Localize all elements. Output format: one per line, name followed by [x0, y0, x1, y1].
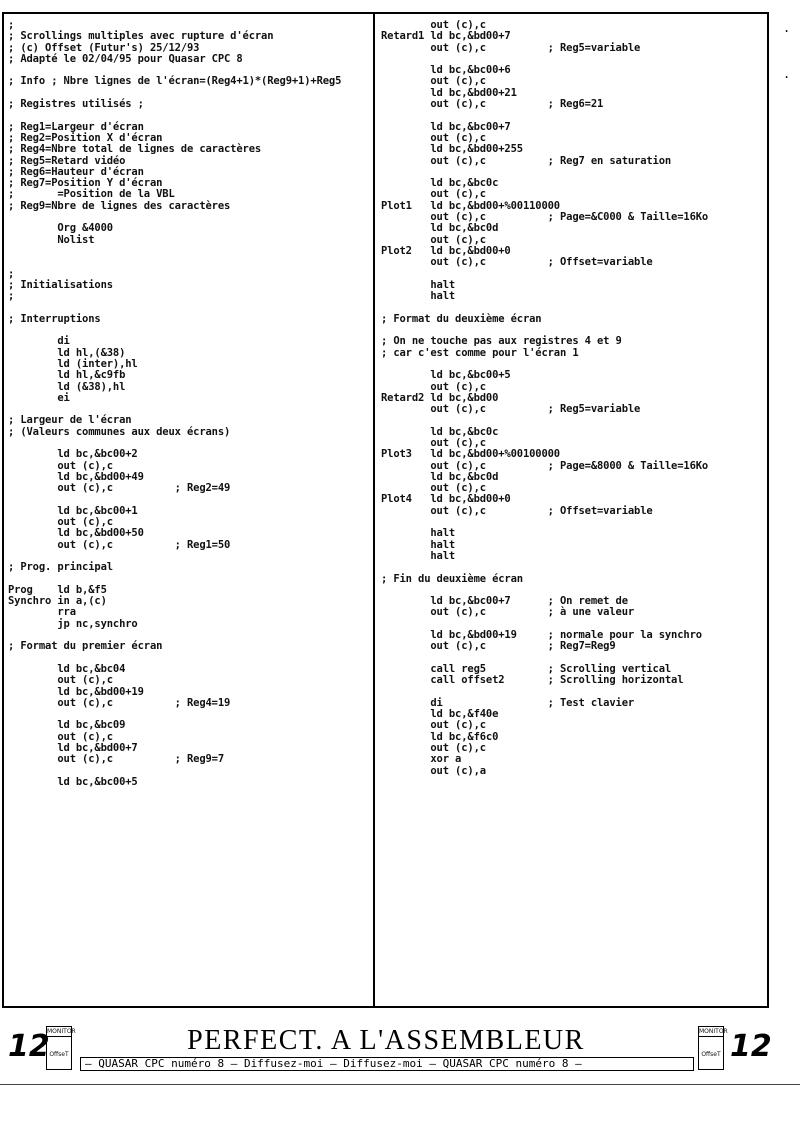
code-line: ; Fin du deuxième écran: [381, 572, 523, 585]
code-line: Synchro in a,(c): [8, 595, 107, 608]
badge-bottom-label: OffseT: [49, 1051, 69, 1058]
code-line: ; Reg7=Position Y d'écran: [8, 177, 163, 190]
code-line: Plot3 ld bc,&bd00+%00100000: [381, 448, 560, 461]
code-line: [8, 110, 368, 121]
code-line: out (c),c: [8, 516, 113, 529]
code-line: ld bc,&bd00+21: [381, 86, 517, 99]
page-number-left: 12: [8, 1029, 50, 1064]
margin-dot: .: [783, 67, 791, 81]
code-line: ld bc,&bc00+5: [381, 369, 511, 382]
code-line: out (c),c ; Reg4=19: [8, 696, 231, 709]
code-line: ld bc,&bc00+7 ; On remet de: [381, 595, 628, 608]
code-line: halt: [381, 278, 456, 291]
code-line: out (c),c ; Reg2=49: [8, 482, 231, 495]
code-line: ld bc,&bc04: [8, 662, 126, 675]
code-line: ld bc,&bc00+7: [381, 120, 511, 133]
section-title: PERFECT. A L'ASSEMBLEUR: [187, 1025, 585, 1056]
code-line: ; Reg9=Nbre de lignes des caractères: [8, 199, 231, 212]
code-line: out (c),c: [381, 131, 486, 144]
code-line: out (c),c ; Page=&8000 & Taille=16Ko: [381, 459, 709, 472]
code-line: out (c),c: [8, 459, 113, 472]
code-line: out (c),c: [381, 233, 486, 246]
code-line: ld bc,&bc00+6: [381, 64, 511, 77]
code-line: rra: [8, 606, 76, 619]
bottom-rule: [0, 1084, 800, 1085]
code-line: out (c),c: [381, 380, 486, 393]
code-line: [8, 257, 368, 268]
code-line: out (c),c: [381, 436, 486, 449]
code-line: [381, 110, 763, 121]
code-line: Retard2 ld bc,&bd00: [381, 391, 499, 404]
code-line: ; car c'est comme pour l'écran 1: [381, 346, 579, 359]
code-line: ld bc,&bd00+255: [381, 143, 523, 156]
code-line: ld bc,&f40e: [381, 708, 499, 721]
code-line: ; (c) Offset (Futur's) 25/12/93: [8, 41, 200, 54]
code-line: ei: [8, 391, 70, 404]
code-line: out (c),c ; Reg5=variable: [381, 41, 641, 54]
code-line: ld (&38),hl: [8, 380, 126, 393]
code-line: ld bc,&bc00+2: [8, 448, 138, 461]
code-line: ; Reg5=Retard vidéo: [8, 154, 126, 167]
code-line: out (c),a: [381, 764, 486, 777]
code-line: Nolist: [8, 233, 95, 246]
code-line: ; Interruptions: [8, 312, 101, 325]
code-line: halt: [381, 527, 456, 540]
code-line: xor a: [381, 753, 462, 766]
badge-bottom-label: OffseT: [701, 1051, 721, 1058]
monitor-badge-left: [46, 1026, 76, 1070]
code-line: out (c),c: [8, 730, 113, 743]
code-line: out (c),c: [381, 742, 486, 754]
code-line: ; Initialisations: [8, 278, 113, 291]
code-line: Plot2 ld bc,&bd00+0: [381, 244, 511, 257]
code-line: out (c),c ; à une valeur: [381, 606, 635, 619]
code-line: out (c),c ; Reg7=Reg9: [381, 640, 616, 653]
code-line: ld bc,&f6c0: [381, 730, 499, 743]
badge-top-label: MONITOR: [699, 1028, 728, 1035]
code-line: out (c),c: [381, 482, 486, 495]
code-line: ;: [8, 290, 15, 303]
page-number-right: 12: [730, 1029, 772, 1064]
monitor-badge-right: [698, 1026, 728, 1070]
code-line: ld bc,&bc00+1: [8, 504, 138, 517]
code-line: ld bc,&bc0d: [381, 470, 499, 483]
code-line: out (c),c: [381, 719, 486, 732]
code-line: ; =Position de la VBL: [8, 188, 175, 201]
code-listing-right: [381, 20, 763, 777]
code-line: ld bc,&bc0d: [381, 222, 499, 235]
code-line: ; Scrollings multiples avec rupture d'écran: [8, 30, 274, 43]
code-listing-left: [8, 20, 368, 788]
code-line: ; Adapté le 02/04/95 pour Quasar CPC 8: [8, 52, 243, 65]
code-line: out (c),c: [381, 188, 486, 201]
magazine-banner: — QUASAR CPC numéro 8 — Diffusez-moi — Diffusez-moi — QUASAR CPC numéro 8 —: [80, 1057, 694, 1071]
code-line: halt: [381, 290, 456, 303]
column-divider: [373, 12, 375, 1008]
code-line: ; Info ; Nbre lignes de l'écran=(Reg4+1)*(Reg9+1)+Reg5: [8, 75, 342, 88]
code-line: call reg5 ; Scrolling vertical: [381, 662, 672, 675]
code-line: ld bc,&bd00+49: [8, 470, 144, 483]
code-line: Org &4000: [8, 222, 113, 235]
code-line: ; Reg6=Hauteur d'écran: [8, 165, 144, 178]
code-line: jp nc,synchro: [8, 617, 138, 630]
code-line: ; On ne touche pas aux registres 4 et 9: [381, 335, 622, 348]
code-line: out (c),c ; Reg1=50: [8, 538, 231, 551]
code-line: ; Reg4=Nbre total de lignes de caractères: [8, 143, 262, 156]
code-line: out (c),c ; Page=&C000 & Taille=16Ko: [381, 211, 709, 224]
code-line: out (c),c ; Reg5=variable: [381, 403, 641, 416]
code-line: out (c),c ; Reg7 en saturation: [381, 154, 672, 167]
code-line: halt: [381, 549, 456, 562]
code-line: out (c),c: [381, 75, 486, 88]
code-line: di: [8, 335, 70, 348]
code-line: ld bc,&bd00+7: [8, 742, 138, 754]
badge-top-label: MONITOR: [47, 1028, 76, 1035]
code-line: out (c),c ; Offset=variable: [381, 504, 653, 517]
code-line: ;: [8, 19, 15, 31]
code-line: ; Registres utilisés ;: [8, 98, 144, 111]
code-line: out (c),c: [8, 674, 113, 687]
code-line: ld bc,&bc0c: [381, 425, 499, 438]
code-line: ; Reg1=Largeur d'écran: [8, 120, 144, 133]
code-line: Plot4 ld bc,&bd00+0: [381, 493, 511, 506]
code-line: ld bc,&bc09: [8, 719, 126, 732]
code-line: Plot1 ld bc,&bd00+%00110000: [381, 199, 560, 212]
code-line: [381, 415, 763, 426]
code-line: di ; Test clavier: [381, 696, 635, 709]
code-line: ld hl,(&38): [8, 346, 126, 359]
code-line: ld bc,&bc00+5: [8, 775, 138, 788]
code-line: ld (inter),hl: [8, 357, 138, 370]
code-line: ld bc,&bd00+19: [8, 685, 144, 698]
code-line: halt: [381, 538, 456, 551]
code-line: [8, 246, 368, 257]
code-line: out (c),c ; Reg9=7: [8, 753, 225, 766]
code-line: ; Prog. principal: [8, 561, 113, 574]
code-line: ; Reg2=Position X d'écran: [8, 131, 163, 144]
code-line: ld bc,&bc0c: [381, 177, 499, 190]
code-line: ; Largeur de l'écran: [8, 414, 132, 427]
code-line: [381, 562, 763, 573]
code-line: ld bc,&bd00+19 ; normale pour la synchro: [381, 629, 702, 642]
page-footer: [2, 1024, 772, 1072]
code-line: Retard1 ld bc,&bd00+7: [381, 30, 511, 43]
code-line: out (c),c: [381, 19, 486, 31]
code-line: Prog ld b,&f5: [8, 583, 107, 596]
code-line: ld bc,&bd00+50: [8, 527, 144, 540]
code-line: out (c),c ; Offset=variable: [381, 256, 653, 269]
margin-dot: .: [783, 21, 791, 35]
code-line: out (c),c ; Reg6=21: [381, 98, 604, 111]
code-line: ; (Valeurs communes aux deux écrans): [8, 425, 231, 438]
code-line: ld hl,&c9fb: [8, 369, 126, 382]
code-line: ;: [8, 267, 15, 280]
code-line: ; Format du deuxième écran: [381, 312, 542, 325]
code-line: call offset2 ; Scrolling horizontal: [381, 674, 684, 687]
code-line: ; Format du premier écran: [8, 640, 163, 653]
